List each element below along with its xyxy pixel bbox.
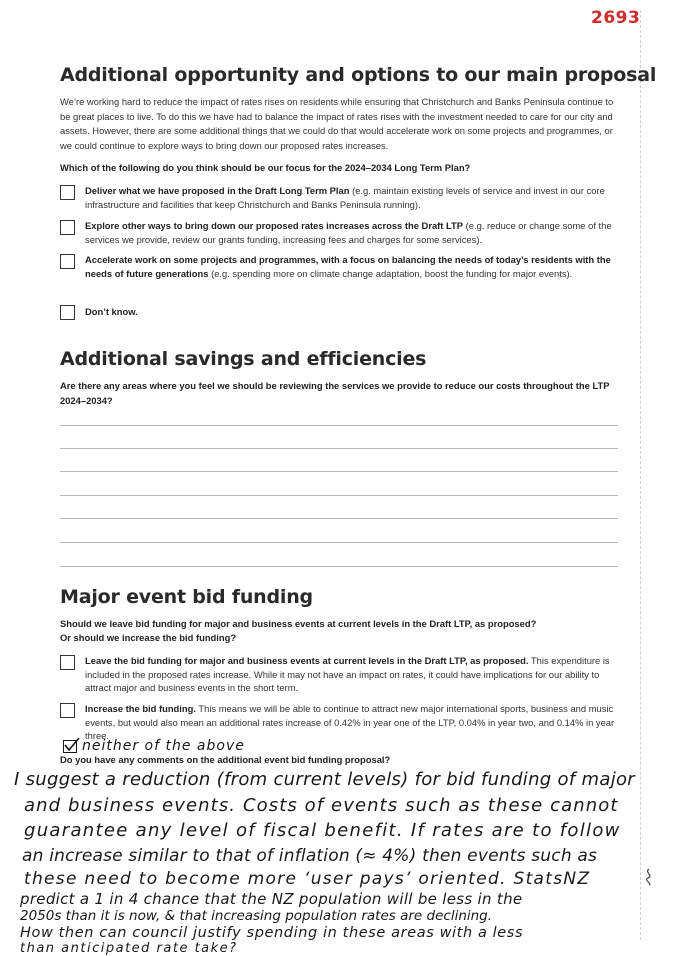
option-text: Increase the bid funding. This means we will be able to continue to attract new major international sports, business and music events, but would also mean an additional rates increase of 0.42% in year one of the LTP, 0.04% in year two, and 0.14% in year three. [85, 703, 615, 742]
handwritten-comment-line: I suggest a reduction (from current levels) for bid funding of major [14, 769, 636, 790]
handwritten-checkbox[interactable] [63, 740, 77, 753]
checkbox[interactable] [60, 185, 75, 200]
checkbox[interactable] [60, 305, 75, 320]
section-heading-major-event: Major event bid funding [60, 586, 313, 608]
handwritten-comment-line: How then can council justify spending in these areas with a less [20, 925, 524, 941]
handwritten-choice: neither of the above [82, 738, 245, 754]
handwritten-comment-line: predict a 1 in 4 chance that the NZ population will be less in the [20, 890, 523, 908]
section-heading-savings: Additional savings and efficiencies [60, 348, 427, 370]
answer-line[interactable] [60, 542, 618, 543]
page-number-stamp: 2693 [591, 8, 641, 28]
handwritten-comment-line: an increase similar to that of inflation (≈ 4%) then events such as [22, 846, 598, 866]
checkbox[interactable] [60, 254, 75, 269]
handwritten-comment-line: than anticipated rate take? [20, 941, 238, 956]
option-text: Deliver what we have proposed in the Draft Long Term Plan (e.g. maintain existing levels of service and invest in our core infrastructure and facilities that keep Christchurch and Banks Peninsula running). [85, 185, 605, 210]
bid-funding-question-line2: Or should we increase the bid funding? [60, 632, 237, 643]
answer-line[interactable] [60, 448, 618, 449]
answer-line[interactable] [60, 471, 618, 472]
handwritten-comment-line: and business events. Costs of events such as these cannot [24, 795, 619, 816]
focus-question: Which of the following do you think should be our focus for the 2024–2034 Long Term Plan? [60, 162, 471, 173]
checkbox[interactable] [60, 703, 75, 718]
answer-line[interactable] [60, 425, 618, 426]
checkbox[interactable] [60, 220, 75, 235]
option-text: Don’t know. [85, 306, 138, 317]
savings-question: Are there any areas where you feel we should be reviewing the services we provide to reduce our costs throughout the LTP 2024–2034? [60, 380, 610, 406]
checkbox[interactable] [60, 655, 75, 670]
bid-funding-question-line1: Should we leave bid funding for major and business events at current levels in the Draft LTP, as proposed? [60, 618, 537, 629]
comment-question: Do you have any comments on the additional event bid funding proposal? [60, 754, 391, 765]
option-text: Explore other ways to bring down our proposed rates increases across the Draft LTP (e.g. reduce or change some of the services we provide, review our grants funding, increasing fees and charges for some services). [85, 220, 612, 245]
section-heading-additional-opportunity: Additional opportunity and options to our main proposal [60, 64, 657, 86]
scan-edge [640, 10, 641, 940]
handwritten-comment-line: these need to become more ‘user pays’ oriented. StatsNZ [24, 869, 591, 889]
check-icon [64, 738, 80, 752]
margin-scribble-icon [642, 868, 656, 886]
answer-line[interactable] [60, 518, 618, 519]
handwritten-comment-line: 2050s than it is now, & that increasing population rates are declining. [20, 908, 493, 924]
answer-line[interactable] [60, 495, 618, 496]
handwritten-comment-line: guarantee any level of fiscal benefit. If rates are to follow [24, 820, 621, 841]
answer-line[interactable] [60, 566, 618, 567]
intro-paragraph: We’re working hard to reduce the impact of rates rises on residents while ensuring that Christchurch and Banks Peninsula continue to be great places to live. To do this we have had to balance the impact of rates rises with the investment needed to care for our city and assets. However, there are some additional things that we could do that would accelerate work on some projects and programmes, or we could continue to explore ways to bring down our proposed rates increases. [60, 96, 614, 151]
option-text: Leave the bid funding for major and business events at current levels in the Draft LTP, as proposed. This expenditure is included in the proposed rates increase. While it may not have an impact on rates, it could have implications for our ability to attract major and business events in the short term. [85, 655, 610, 694]
option-text: Accelerate work on some projects and programmes, with a focus on balancing the needs of today’s residents with the needs of future generations (e.g. spending more on climate change adaptation, boost the funding for major events). [85, 254, 611, 279]
